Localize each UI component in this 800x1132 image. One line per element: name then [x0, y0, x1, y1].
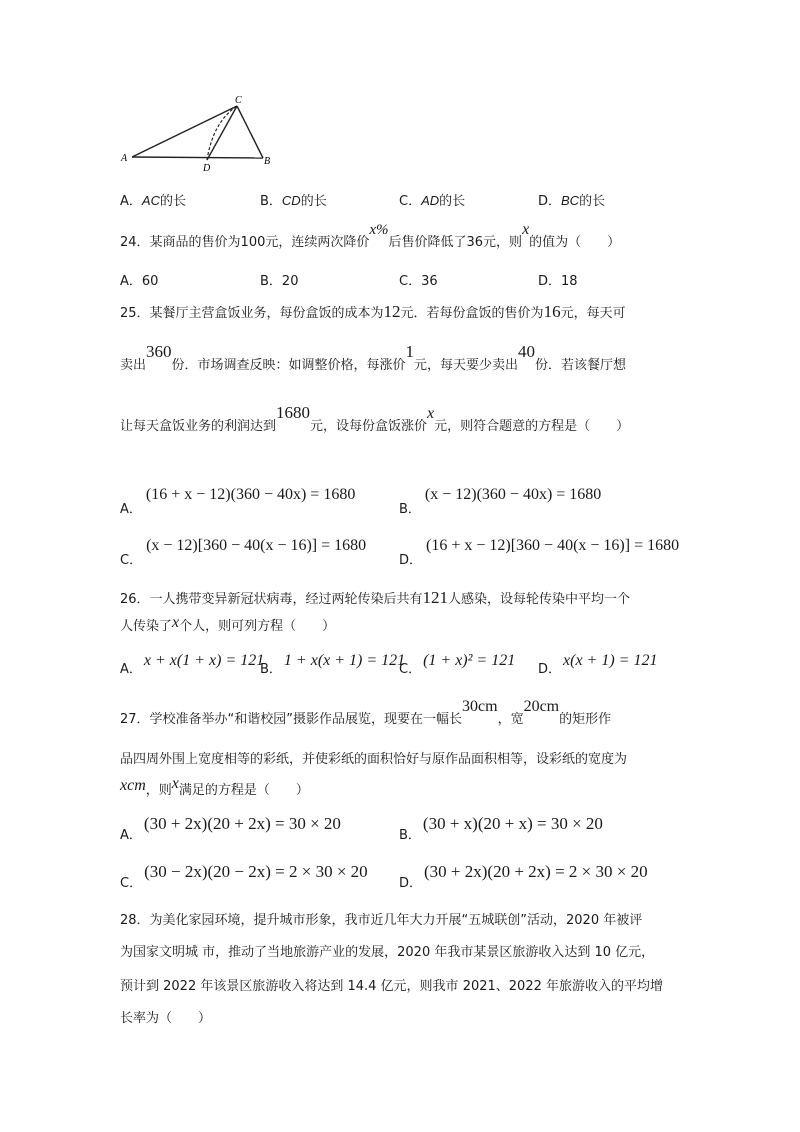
q27-text: 的矩形作 — [559, 712, 612, 727]
q25-text: 元，每天可 — [560, 306, 626, 321]
q25-text: 份．市场调查反映：如调整价格，每涨价 — [171, 358, 406, 373]
q23-option-a[interactable] — [120, 192, 186, 211]
option-equation: (30 + 2x)(20 + 2x) = 2 × 30 × 20 — [424, 862, 648, 881]
q24-var: x — [522, 221, 530, 238]
q25-text: 卖出 — [120, 358, 147, 373]
q25-option-a[interactable] — [120, 484, 356, 517]
option-equation: x(x + 1) = 121 — [563, 652, 658, 669]
option-equation: (1 + x)² = 121 — [423, 652, 516, 669]
q24-option-a[interactable]: A．60 — [120, 274, 159, 289]
q25-text: 元，设每份盒饭涨价 — [310, 419, 428, 434]
q27-line-1 — [120, 698, 612, 729]
option-letter: B． — [260, 194, 282, 209]
option-letter: C． — [120, 553, 143, 568]
option-equation: (30 + 2x)(20 + 2x) = 30 × 20 — [143, 814, 341, 833]
q27-option-a[interactable] — [120, 814, 341, 843]
q27-option-d[interactable] — [399, 862, 648, 891]
q27-len: 30cm — [462, 698, 498, 715]
q24-option-b[interactable]: B．20 — [260, 274, 299, 289]
q23-option-b[interactable] — [260, 192, 327, 211]
q25-text: 让每天盒饭业务的利润达到 — [120, 419, 277, 434]
q24-option-d[interactable]: D．18 — [538, 274, 578, 289]
q28-line-4: 长率为（ ） — [120, 1011, 212, 1026]
q27-text: 满足的方程是（ ） — [178, 783, 309, 798]
option-suffix: 的长 — [579, 194, 606, 209]
q26-option-d[interactable] — [538, 650, 658, 677]
segment-name: BC — [561, 193, 580, 208]
option-suffix: 的长 — [439, 194, 466, 209]
q27-wid: 20cm — [523, 698, 560, 715]
q24-expr: x% — [369, 222, 389, 238]
q24-text-1: 24．某商品的售价为100元，连续两次降价 — [120, 235, 370, 250]
option-letter: D． — [399, 553, 423, 568]
option-letter: A． — [120, 502, 142, 517]
q25-option-d[interactable] — [399, 535, 680, 568]
segment-AC — [132, 106, 237, 157]
q26-var: x — [172, 614, 180, 631]
option-letter: B． — [399, 828, 421, 843]
segment-AB — [132, 157, 263, 158]
option-equation: 1 + x(x + 1) = 121 — [283, 652, 406, 669]
q25-sold: 360 — [146, 342, 172, 361]
q25-text: 25．某餐厅主营盒饭业务，每份盒饭的成本为 — [120, 306, 384, 321]
q25-line-1 — [120, 300, 626, 326]
q24-stem — [120, 220, 620, 265]
option-letter: A． — [120, 194, 142, 209]
q24-text-2: 后售价降低了36元，则 — [388, 235, 523, 250]
segment-name: CD — [281, 193, 301, 208]
option-suffix: 的长 — [159, 194, 186, 209]
q28-line-2: 为国家文明城 市，推动了当地旅游产业的发展，2020 年我市某景区旅游收入达到 10 亿元， — [120, 945, 655, 960]
q23-option-c[interactable] — [399, 192, 465, 211]
option-letter: B． — [399, 502, 421, 517]
q27-text: ，宽 — [497, 712, 524, 727]
q25-line-2 — [120, 342, 627, 375]
q26-text: 人感染，设每轮传染中平均一个 — [448, 592, 631, 607]
option-equation: (16 + x − 12)[360 − 40(x − 16)] = 1680 — [426, 537, 680, 554]
q26-text: 人传染了 — [120, 619, 173, 634]
q25-option-b[interactable] — [399, 484, 602, 517]
q26-text: 26．一人携带变异新冠状病毒，经过两轮传染后共有 — [120, 592, 423, 607]
option-equation: (30 + x)(20 + x) = 30 × 20 — [422, 814, 603, 833]
label-A: A — [121, 153, 128, 164]
label-B: B — [264, 156, 271, 167]
label-C: C — [235, 95, 242, 106]
q25-rise: 1 — [405, 342, 415, 361]
q27-line-3 — [120, 775, 309, 800]
q25-text: 份．若该餐厅想 — [535, 358, 627, 373]
option-letter: C． — [399, 662, 422, 677]
q25-less: 40 — [518, 342, 536, 361]
q26-option-c[interactable] — [399, 650, 516, 677]
option-suffix: 的长 — [300, 194, 327, 209]
segment-name: AC — [141, 193, 160, 208]
segment-name: AD — [421, 193, 440, 208]
option-equation: (x − 12)(360 − 40x) = 1680 — [424, 486, 602, 503]
q28-line-1: 28．为美化家园环境，提升城市形象，我市近几年大力开展“五城联创”活动，2020 年被评 — [120, 913, 643, 928]
q26-text: 个人，则可列方程（ ） — [179, 619, 336, 634]
q25-price: 16 — [543, 302, 561, 321]
q25-text: 元．若每份盒饭的售价为 — [400, 306, 544, 321]
option-equation: (16 + x − 12)(360 − 40x) = 1680 — [145, 486, 356, 503]
q26-line-1 — [120, 586, 630, 612]
q25-text: 元，每天要少卖出 — [414, 358, 519, 373]
q25-cost: 12 — [383, 302, 401, 321]
option-letter: B． — [260, 662, 282, 677]
q27-option-b[interactable] — [399, 814, 603, 843]
option-equation: (x − 12)[360 − 40(x − 16)] = 1680 — [146, 537, 367, 554]
q24-text-3: 的值为（ ） — [529, 235, 621, 250]
triangle-figure — [115, 92, 285, 177]
option-letter: A． — [120, 662, 142, 677]
segment-CD — [207, 106, 237, 160]
option-equation: (30 − 2x)(20 − 2x) = 2 × 30 × 20 — [144, 862, 368, 881]
segment-CB — [237, 106, 263, 158]
option-letter: D． — [538, 194, 562, 209]
q26-option-b[interactable] — [260, 650, 406, 677]
q25-text: 元，则符合题意的方程是（ ） — [434, 419, 630, 434]
option-letter: D． — [399, 876, 423, 891]
q23-option-d[interactable] — [538, 192, 605, 211]
q25-option-c[interactable] — [120, 535, 367, 568]
q27-var: x — [171, 775, 179, 792]
q25-profit: 1680 — [276, 403, 311, 422]
q27-line-2: 品四周外围上宽度相等的彩纸，并使彩纸的面积恰好与原作品面积相等，设彩纸的宽度为 — [120, 752, 628, 767]
q27-xcm: xcm — [120, 777, 146, 794]
label-D: D — [203, 163, 211, 174]
option-letter: C． — [399, 194, 422, 209]
q26-num: 121 — [422, 588, 449, 607]
q26-option-a[interactable] — [120, 650, 265, 677]
option-letter: A． — [120, 828, 142, 843]
q27-text: 27．学校准备举办“和谐校园”摄影作品展览，现要在一幅长 — [120, 712, 463, 727]
option-letter: D． — [538, 662, 562, 677]
q28-line-3: 预计到 2022 年该景区旅游收入将达到 14.4 亿元，则我市 2021、2022 年旅游收入的平均增 — [120, 979, 663, 994]
q24-option-c[interactable]: C．36 — [399, 274, 438, 289]
q25-var: x — [427, 405, 435, 422]
q26-line-2 — [120, 614, 335, 639]
q25-line-3 — [120, 403, 630, 436]
q27-option-c[interactable] — [120, 862, 368, 891]
option-letter: C． — [120, 876, 143, 891]
q27-text: ，则 — [145, 783, 172, 798]
option-equation: x + x(1 + x) = 121 — [143, 652, 265, 669]
